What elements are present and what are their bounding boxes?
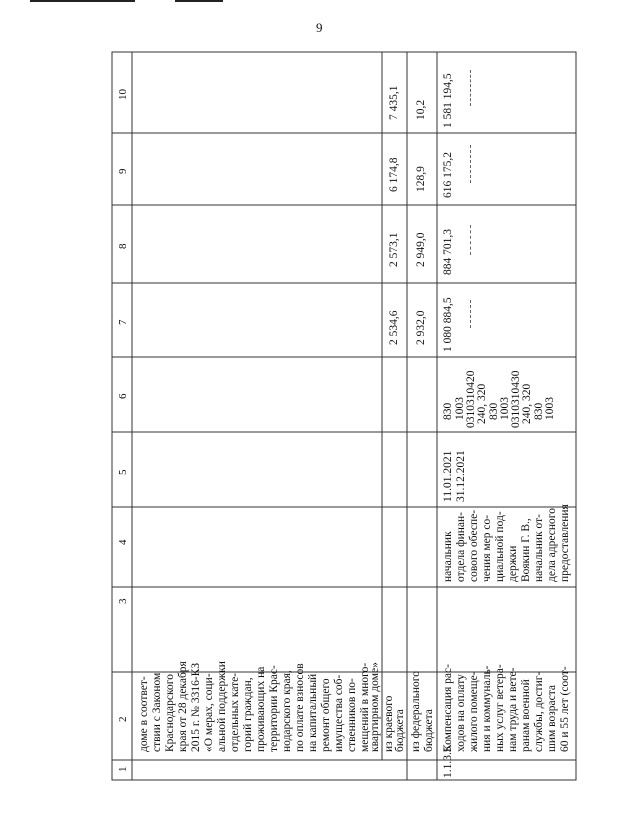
top-row-col2-line: доме в соответ- bbox=[138, 676, 150, 752]
col-header-6: 6 bbox=[117, 393, 129, 399]
top-row-col2-line: 2015 г. № 3316-КЗ bbox=[190, 662, 202, 752]
main-row-col4-line: отдела финан- bbox=[455, 512, 467, 582]
col-header-9: 9 bbox=[117, 168, 129, 174]
top-row-col2-line: ственников по- bbox=[346, 678, 358, 752]
main-row-col6-line: 830 bbox=[533, 402, 545, 420]
col-header-8: 8 bbox=[117, 243, 129, 249]
top-row-col2-line: альной поддержки bbox=[216, 661, 228, 752]
col-header-4: 4 bbox=[117, 539, 129, 545]
federal-row-value-9: 128,9 bbox=[415, 166, 427, 192]
col-header-2: 2 bbox=[117, 716, 129, 722]
federal-row-label: бюджета bbox=[423, 709, 435, 752]
federal-row-label: из федерального bbox=[410, 671, 422, 752]
regional-row-label: из краевого bbox=[383, 695, 395, 752]
main-row-col2-line: 60 и 55 лет (соот- bbox=[559, 666, 571, 752]
main-row-col6-line: 1003 bbox=[544, 397, 556, 420]
main-row-col4-line: чения мер со- bbox=[481, 514, 493, 582]
main-row-start-date: 11.01.2021 bbox=[442, 450, 454, 502]
top-row-col2-line: территории Крас- bbox=[268, 665, 280, 752]
main-row-col2-line: ходов на оплату bbox=[455, 674, 467, 752]
regional-row-value-8: 2 573,1 bbox=[388, 232, 400, 267]
top-row-col2-line: по оплате взносов bbox=[294, 663, 306, 752]
federal-row-value-7: 2 932,0 bbox=[415, 310, 427, 345]
col-header-1: 1 bbox=[117, 766, 129, 772]
main-row-col2-line: службы, достиг- bbox=[533, 671, 545, 752]
col-header-7: 7 bbox=[117, 319, 129, 325]
regional-row-label: бюджета bbox=[394, 709, 406, 752]
main-row-col2-line: жилого помеще- bbox=[468, 671, 480, 752]
top-row-col2-line: на капитальный bbox=[307, 673, 319, 752]
top-row-col2-line: ствии с Законом bbox=[151, 672, 163, 752]
top-row-col2-line: имущества соб- bbox=[333, 674, 345, 752]
main-row-value-7: 1 080 884,5 bbox=[442, 297, 454, 352]
federal-row-value-10: 10,2 bbox=[415, 99, 427, 120]
main-row-value-10: 1 581 194,5 bbox=[442, 73, 454, 128]
top-row-col2-line: квартирном доме» bbox=[369, 662, 381, 752]
main-row-value-8: 884 701,3 bbox=[442, 229, 454, 275]
dash-mark bbox=[470, 300, 471, 328]
main-row-col4-line: держки bbox=[507, 545, 519, 582]
main-row-col6-line: 1003 bbox=[499, 397, 511, 420]
main-row-col2-line: ных услуг ветера- bbox=[494, 664, 506, 752]
main-row-col6-line: 830 bbox=[488, 402, 500, 420]
top-row-col2-line: нодарского края, bbox=[281, 670, 293, 752]
main-row-col2-line: ния и коммуналь- bbox=[481, 665, 493, 752]
main-row-col4-line: предоставления bbox=[559, 504, 571, 582]
main-row-col4-line: начальник от- bbox=[533, 514, 545, 582]
col-header-5: 5 bbox=[117, 469, 129, 475]
top-row-col2-line: края от 28 декабря bbox=[177, 661, 189, 752]
main-row-col6-line: 0310310430 bbox=[510, 370, 522, 428]
top-row-col2-line: проживающих на bbox=[255, 666, 267, 752]
main-row-col2-line: шим возраста bbox=[546, 684, 558, 752]
main-row-col6-line: 240, 320 bbox=[521, 383, 533, 424]
page-number: 9 bbox=[316, 20, 323, 35]
main-row-col2-line: ранам военной bbox=[520, 679, 532, 752]
main-row-col4-line: дела адресного bbox=[546, 508, 558, 582]
col-header-10: 10 bbox=[117, 89, 129, 100]
main-row-col4-line: начальник bbox=[442, 531, 454, 582]
federal-row-value-8: 2 949,0 bbox=[415, 232, 427, 267]
dash-mark bbox=[470, 225, 471, 255]
main-row-col6-line: 1003 bbox=[454, 397, 466, 420]
main-row-number: 1.1.3.5 bbox=[442, 746, 454, 778]
top-row-col2-line: мещений в много- bbox=[359, 662, 371, 752]
main-row-col2-line: нам труда и вете- bbox=[507, 667, 519, 752]
main-row-end-date: 31.12.2021 bbox=[455, 450, 467, 502]
main-row-col6-line: 240, 320 bbox=[476, 383, 488, 424]
main-row-col4-line: циальной под- bbox=[494, 511, 506, 582]
dash-mark bbox=[470, 145, 471, 183]
main-row-value-9: 616 175,2 bbox=[442, 152, 454, 198]
top-row-col2-line: отдельных кате- bbox=[229, 672, 241, 752]
top-row-col2-line: горий граждан, bbox=[242, 677, 254, 752]
top-row-col2-line: Краснодарского bbox=[164, 674, 176, 752]
col-header-3: 3 bbox=[117, 598, 129, 604]
regional-row-value-10: 7 435,1 bbox=[388, 85, 400, 120]
dash-mark bbox=[470, 70, 471, 106]
regional-row-value-9: 6 174,8 bbox=[388, 157, 400, 192]
main-row-col2-line: Компенсация рас- bbox=[442, 664, 454, 752]
main-row-col6-line: 830 bbox=[442, 402, 454, 420]
main-row-col4-line: Воякин Г. В., bbox=[520, 518, 532, 582]
top-row-col2-line: «О мерах, соци- bbox=[203, 673, 215, 752]
main-row-col4-line: сового обеспе- bbox=[468, 509, 480, 582]
top-row-col2-line: ремонт общего bbox=[320, 678, 332, 752]
regional-row-value-7: 2 534,6 bbox=[388, 310, 400, 345]
main-row-col6-line: 0310310420 bbox=[465, 370, 477, 428]
